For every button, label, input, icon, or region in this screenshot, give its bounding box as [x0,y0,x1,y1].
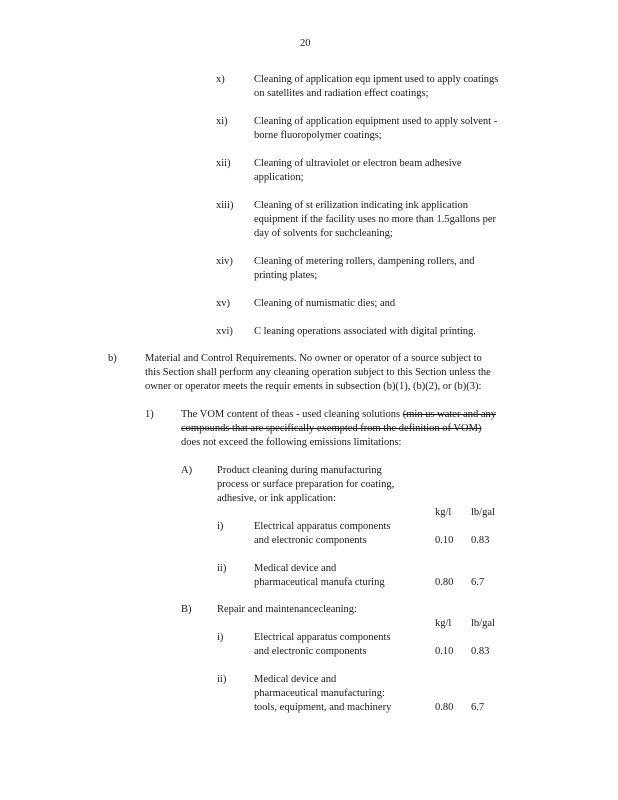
subsection-text-line: adhesive, or ink application: [217,493,336,504]
value-kg: 0.10 [435,646,454,657]
paragraph-text: The VOM content of theas - used cleaning solutions [181,409,403,420]
item-text-line: on satellites and radiation effect coatings; [254,88,429,99]
row-text-line: tools, equipment, and machinery [254,702,392,713]
item-label: xvi) [216,326,233,337]
item-text-line: equipment if the facility uses no more than 1.5gallons per [254,214,497,225]
row-text-line: Electrical apparatus components [254,521,391,532]
section-text-line: this Section shall perform any cleaning operation subject to this Section unless the [145,367,491,378]
row-text-line: and electronic components [254,646,367,657]
item-text-line: day of solvents for suchcleaning; [254,228,393,239]
value-lb: 0.83 [471,646,490,657]
item-text-line: Cleaning of application equ ipment used to apply coatings [254,74,499,85]
item-label: xiv) [216,256,233,267]
row-text-line: Medical device and [254,563,337,574]
paragraph-line [181,408,496,421]
value-kg: 0.10 [435,535,454,546]
row-label: i) [217,632,224,643]
unit-header-lb: lb/gal [471,507,495,518]
row-label: ii) [217,563,227,574]
row-text-line: and electronic components [254,535,367,546]
value-lb: 6.7 [471,702,485,713]
page-number: 20 [300,38,311,49]
value-lb: 6.7 [471,577,485,588]
section-label: b) [108,353,117,364]
unit-header-kg: kg/l [435,507,452,518]
section-text-line: Material and Control Requirements. No owner or operator of a source subject to [145,353,482,364]
item-text-line: Cleaning of application equipment used to apply solvent - [254,116,498,127]
item-label: x) [216,74,225,85]
subsection-text-line: process or surface preparation for coating, [217,479,395,490]
struck-text: (min us water and any [402,409,497,420]
item-label: xv) [216,298,230,309]
item-text-line: printing plates; [254,270,318,281]
value-lb: 0.83 [471,535,490,546]
item-label: xiii) [216,200,234,211]
value-kg: 0.80 [435,577,454,588]
row-label: ii) [217,674,227,685]
row-text-line: Medical device and [254,674,337,685]
item-text-line: Cleaning of st erilization indicating ink application [254,200,469,211]
row-text-line: Electrical apparatus components [254,632,391,643]
item-text-line: C leaning operations associated with digital printing. [254,326,476,337]
row-label: i) [217,521,224,532]
subsection-text-line: Repair and maintenancecleaning: [217,604,357,615]
subsection-label: B) [181,604,192,615]
subsection-label: A) [181,465,193,476]
item-label: xii) [216,158,231,169]
item-text-line: application; [254,172,304,183]
row-text-line: pharmaceutical manufa cturing [254,577,385,588]
value-kg: 0.80 [435,702,454,713]
unit-header-lb: lb/gal [471,618,495,629]
item-text-line: Cleaning of numismatic dies; and [254,298,396,309]
item-text-line: borne fluoropolymer coatings; [254,130,382,141]
unit-header-kg: kg/l [435,618,452,629]
paragraph-line: does not exceed the following emissions limitations: [181,437,402,448]
paragraph-label: 1) [145,409,154,420]
item-text-line: Cleaning of ultraviolet or electron beam adhesive [254,158,462,169]
item-label: xi) [216,116,228,127]
item-text-line: Cleaning of metering rollers, dampening rollers, and [254,256,475,267]
struck-text: compounds that are specifically exempted from the definition of VOM) [181,423,482,434]
subsection-text-line: Product cleaning during manufacturing [217,465,382,476]
section-text-line: owner or operator meets the requir ements in subsection (b)(1), (b)(2), or (b)(3): [145,381,482,392]
row-text-line: pharmaceutical manufacturing: [254,688,385,699]
